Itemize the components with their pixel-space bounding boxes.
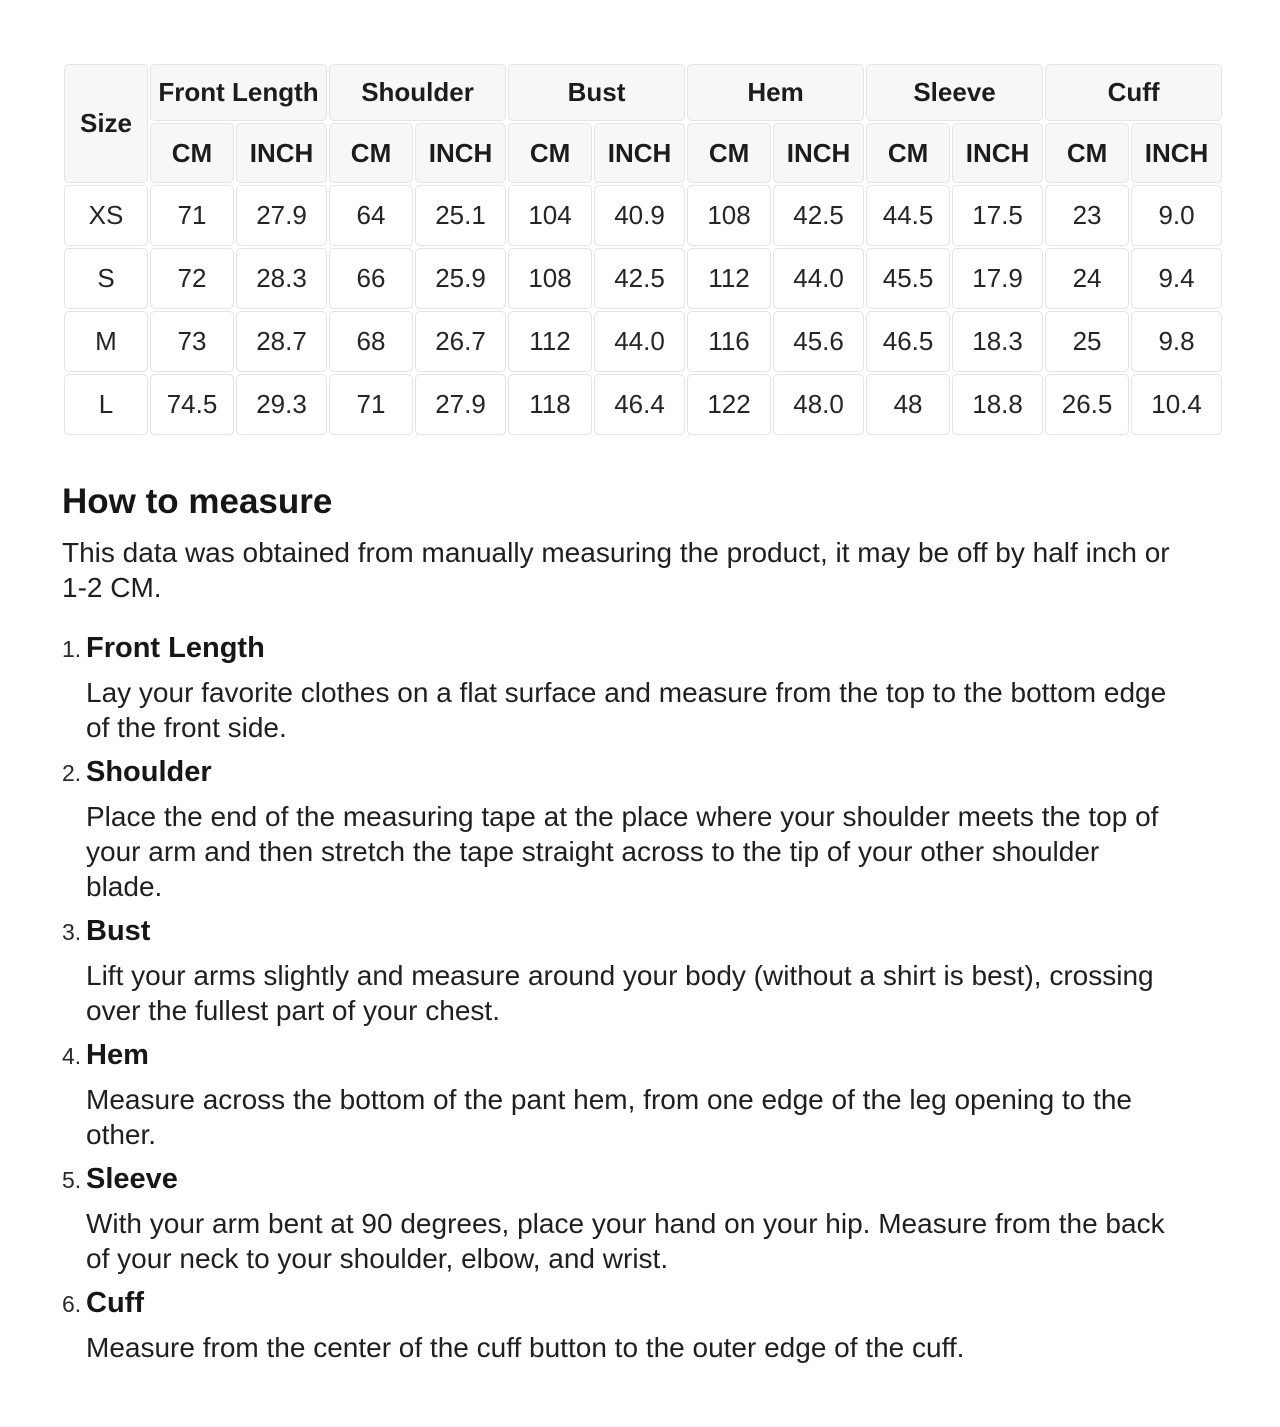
measurement-value-cell: 45.6 (773, 311, 864, 372)
measurement-value-cell: 64 (329, 185, 413, 246)
measurement-value-cell: 18.8 (952, 374, 1043, 435)
measure-step-heading (62, 754, 1222, 790)
unit-header-inch: INCH (1131, 123, 1222, 183)
measurement-value-cell: 68 (329, 311, 413, 372)
measurement-group-row (64, 64, 1222, 121)
measurement-value-cell: 74.5 (150, 374, 234, 435)
measurement-value-cell: 23 (1045, 185, 1129, 246)
size-row-xs (64, 185, 1222, 246)
measurement-value-cell: 45.5 (866, 248, 950, 309)
measurement-value-cell: 29.3 (236, 374, 327, 435)
measurement-value-cell: 72 (150, 248, 234, 309)
measurement-value-cell: 48 (866, 374, 950, 435)
measurement-value-cell: 18.3 (952, 311, 1043, 372)
step-number: 4. (62, 1043, 82, 1069)
size-label-cell: L (64, 374, 148, 435)
measurement-value-cell: 108 (508, 248, 592, 309)
measurement-value-cell: 28.3 (236, 248, 327, 309)
size-row-l (64, 374, 1222, 435)
step-number: 6. (62, 1291, 82, 1317)
measurement-value-cell: 27.9 (415, 374, 506, 435)
measure-step (62, 754, 1222, 904)
measure-step (62, 1037, 1222, 1152)
size-row-m (64, 311, 1222, 372)
measurement-value-cell: 24 (1045, 248, 1129, 309)
measurement-value-cell: 44.0 (773, 248, 864, 309)
unit-header-cm: CM (508, 123, 592, 183)
unit-header-cm: CM (150, 123, 234, 183)
size-column-header: Size (64, 64, 148, 183)
measurement-value-cell: 40.9 (594, 185, 685, 246)
step-description: Lay your favorite clothes on a flat surface and measure from the top to the bottom edge of the front side. (86, 677, 1167, 743)
measurement-value-cell: 118 (508, 374, 592, 435)
measurement-value-cell: 108 (687, 185, 771, 246)
unit-header-cm: CM (866, 123, 950, 183)
measurement-value-cell: 28.7 (236, 311, 327, 372)
measurement-value-cell: 17.5 (952, 185, 1043, 246)
measurement-value-cell: 25.9 (415, 248, 506, 309)
size-row-s (64, 248, 1222, 309)
unit-header-inch: INCH (594, 123, 685, 183)
measurement-value-cell: 26.5 (1045, 374, 1129, 435)
size-label-cell: M (64, 311, 148, 372)
measurement-value-cell: 9.0 (1131, 185, 1222, 246)
step-term: Shoulder (86, 756, 212, 788)
measurement-value-cell: 116 (687, 311, 771, 372)
measure-disclaimer-text: This data was obtained from manually measuring the product, it may be off by half inch or 1-2 CM. (62, 537, 1170, 603)
unit-header-row (64, 123, 1222, 183)
size-label-cell: XS (64, 185, 148, 246)
size-chart-table (62, 62, 1224, 437)
measurement-value-cell: 26.7 (415, 311, 506, 372)
size-label-cell: S (64, 248, 148, 309)
unit-header-cm: CM (329, 123, 413, 183)
group-header-cuff: Cuff (1045, 64, 1222, 121)
measurement-value-cell: 46.5 (866, 311, 950, 372)
measure-step (62, 1161, 1222, 1276)
measurement-value-cell: 71 (329, 374, 413, 435)
unit-header-inch: INCH (415, 123, 506, 183)
step-number: 1. (62, 636, 82, 662)
step-term: Hem (86, 1039, 149, 1071)
measure-step-heading (62, 1037, 1222, 1073)
measurement-value-cell: 44.0 (594, 311, 685, 372)
unit-header-inch: INCH (952, 123, 1043, 183)
measurement-value-cell: 44.5 (866, 185, 950, 246)
measure-steps-list (62, 630, 1222, 1365)
step-description: With your arm bent at 90 degrees, place your hand on your hip. Measure from the back of your neck to your shoulder, elbow, and wrist. (86, 1208, 1165, 1274)
measure-step-heading (62, 913, 1222, 949)
measurement-value-cell: 112 (508, 311, 592, 372)
measurement-value-cell: 42.5 (594, 248, 685, 309)
measure-step (62, 913, 1222, 1028)
group-header-shoulder: Shoulder (329, 64, 506, 121)
measure-step-heading (62, 1285, 1222, 1321)
size-chart-body (64, 185, 1222, 435)
unit-header-inch: INCH (773, 123, 864, 183)
step-number: 5. (62, 1167, 82, 1193)
unit-header-inch: INCH (236, 123, 327, 183)
measurement-value-cell: 25 (1045, 311, 1129, 372)
group-header-sleeve: Sleeve (866, 64, 1043, 121)
step-description: Measure across the bottom of the pant hem, from one edge of the leg opening to the other. (86, 1084, 1132, 1150)
measurement-value-cell: 46.4 (594, 374, 685, 435)
measurement-value-cell: 122 (687, 374, 771, 435)
step-term: Cuff (86, 1287, 144, 1319)
measure-step-heading (62, 1161, 1222, 1197)
size-chart-header (64, 64, 1222, 183)
how-to-measure-title: How to measure (62, 482, 333, 521)
measurement-value-cell: 25.1 (415, 185, 506, 246)
measurement-value-cell: 104 (508, 185, 592, 246)
measurement-value-cell: 10.4 (1131, 374, 1222, 435)
measurement-value-cell: 17.9 (952, 248, 1043, 309)
step-term: Sleeve (86, 1163, 178, 1195)
measurement-value-cell: 112 (687, 248, 771, 309)
group-header-bust: Bust (508, 64, 685, 121)
measurement-value-cell: 27.9 (236, 185, 327, 246)
step-number: 2. (62, 760, 82, 786)
measurement-value-cell: 73 (150, 311, 234, 372)
step-description: Lift your arms slightly and measure around your body (without a shirt is best), crossing over the fullest part of your chest. (86, 960, 1154, 1026)
measurement-value-cell: 42.5 (773, 185, 864, 246)
unit-header-cm: CM (687, 123, 771, 183)
step-term: Front Length (86, 632, 265, 664)
measure-step (62, 630, 1222, 745)
group-header-hem: Hem (687, 64, 864, 121)
measurement-value-cell: 71 (150, 185, 234, 246)
group-header-front-length: Front Length (150, 64, 327, 121)
step-term: Bust (86, 915, 151, 947)
step-number: 3. (62, 919, 82, 945)
measurement-value-cell: 9.8 (1131, 311, 1222, 372)
step-description: Place the end of the measuring tape at the place where your shoulder meets the top of your arm and then stretch the tape straight across to the tip of your other shoulder blade. (86, 801, 1159, 902)
step-description: Measure from the center of the cuff button to the outer edge of the cuff. (86, 1332, 965, 1363)
measure-step (62, 1285, 1222, 1365)
measurement-value-cell: 66 (329, 248, 413, 309)
measure-step-heading (62, 630, 1222, 666)
measurement-value-cell: 48.0 (773, 374, 864, 435)
unit-header-cm: CM (1045, 123, 1129, 183)
measurement-value-cell: 9.4 (1131, 248, 1222, 309)
